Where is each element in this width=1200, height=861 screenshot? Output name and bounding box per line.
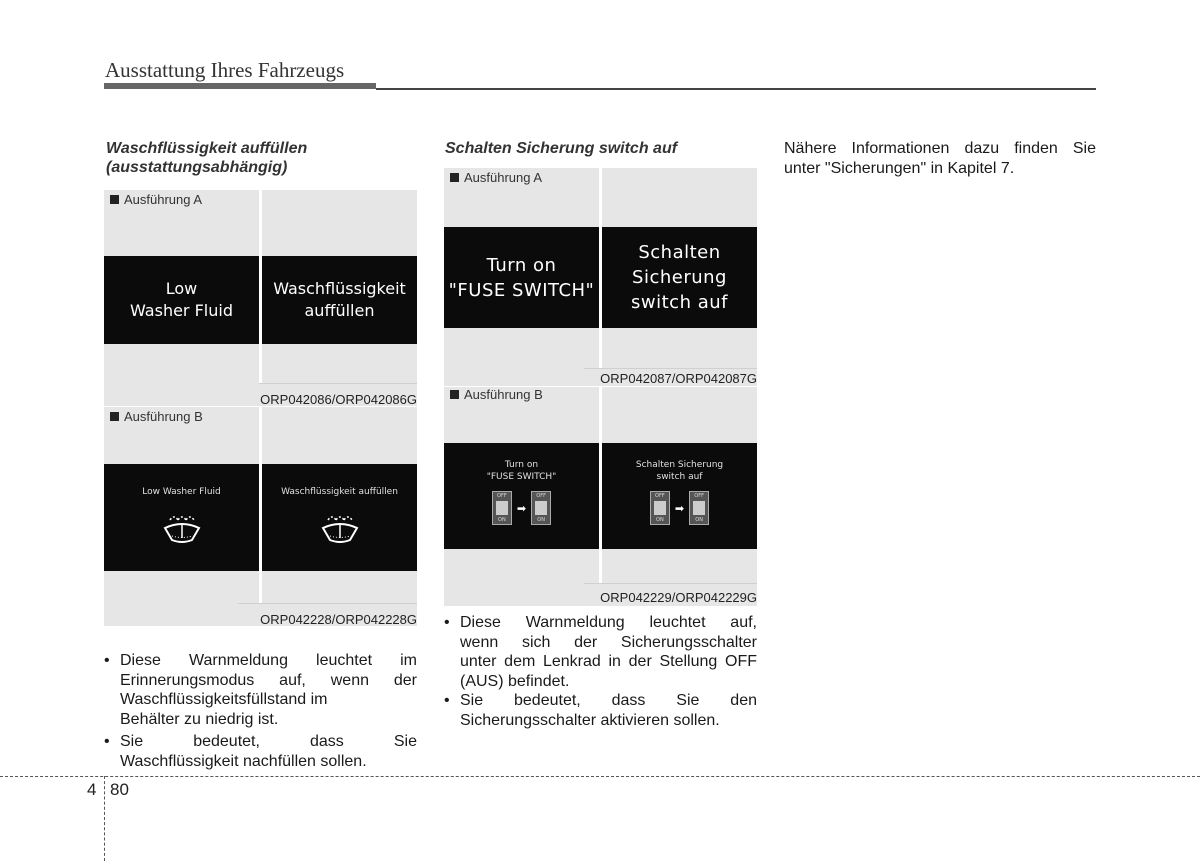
arrow-right-icon: ➡ — [674, 501, 685, 515]
figure-label: Ausführung A — [110, 192, 202, 207]
section-title-fuse-switch: Schalten Sicherung switch auf — [445, 140, 678, 157]
screen-low-washer-fluid-b: Low Washer Fluid — [104, 464, 259, 571]
fuse-switch-diagram — [650, 491, 709, 525]
figure-label: Ausführung B — [110, 409, 203, 424]
fuse-switch-off-icon: OFF ON — [650, 491, 670, 525]
square-bullet-icon — [450, 390, 459, 399]
screen-waschfluessigkeit-b: Waschflüssigkeit auffüllen — [262, 464, 417, 571]
figure-fuse-b — [444, 387, 757, 606]
header-rule-thick — [104, 83, 376, 89]
square-bullet-icon — [110, 412, 119, 421]
square-bullet-icon — [450, 173, 459, 182]
chapter-number: 4 — [87, 780, 97, 799]
screen-turn-on-fuse-switch: Turn on "FUSE SWITCH" — [444, 227, 599, 328]
figure-reference: ORP042086/ORP042086G — [260, 392, 417, 407]
screen-waschfluessigkeit: Waschflüssigkeit auffüllen — [262, 256, 417, 344]
fuse-switch-off-icon: OFF ON — [492, 491, 512, 525]
washer-fluid-icon — [162, 512, 202, 544]
figure-washer-b — [104, 407, 417, 626]
figure-label: Ausführung B — [450, 387, 543, 402]
footer-rule — [0, 776, 1200, 777]
fuse-switch-on-icon: OFF ON — [689, 491, 709, 525]
bullet-item: • Sie bedeutet, dass Sie Waschflüssigkeit nachfüllen sollen. — [104, 733, 417, 770]
figure-reference: ORP042228/ORP042228G — [260, 612, 417, 627]
bullet-item: • Diese Warnmeldung leuchtet auf, wenn sich der Sicherungsschalter unter dem Lenkrad in der Stellung OFF (AUS) befindet. — [444, 614, 757, 690]
page-header-title: Ausstattung Ihres Fahrzeugs — [105, 58, 345, 82]
figure-washer-a — [104, 190, 417, 406]
header-rule-thin — [376, 88, 1096, 90]
screen-schalten-sicherung-b: Schalten Sicherung switch auf OFF ON ➡ OFF ON — [602, 443, 757, 549]
screen-turn-on-fuse-switch-b: Turn on "FUSE SWITCH" OFF ON ➡ OFF ON — [444, 443, 599, 549]
screen-schalten-sicherung: Schalten Sicherung switch auf — [602, 227, 757, 328]
figure-reference: ORP042087/ORP042087G — [600, 371, 757, 386]
washer-fluid-icon — [320, 512, 360, 544]
arrow-right-icon: ➡ — [516, 501, 527, 515]
figure-reference: ORP042229/ORP042229G — [600, 590, 757, 605]
figure-fuse-a — [444, 168, 757, 386]
info-paragraph: Nähere Informationen dazu finden Sie unter "Sicherungen" in Kapitel 7. — [784, 140, 1096, 177]
footer-divider — [104, 776, 105, 861]
bullet-item: • Diese Warnmeldung leuchtet im Erinnerungsmodus auf, wenn der Waschflüssigkeitsfüllstand im Behälter zu niedrig ist. — [104, 652, 417, 728]
fuse-switch-diagram — [492, 491, 551, 525]
square-bullet-icon — [110, 195, 119, 204]
bullet-item: • Sie bedeutet, dass Sie den Sicherungsschalter aktivieren sollen. — [444, 692, 757, 729]
screen-low-washer-fluid: Low Washer Fluid — [104, 256, 259, 344]
fuse-switch-on-icon: OFF ON — [531, 491, 551, 525]
figure-label: Ausführung A — [450, 170, 542, 185]
page-number: 80 — [110, 780, 129, 799]
section-title-washer-fluid: Waschflüssigkeit auffüllen (ausstattungsabhängig) — [106, 140, 308, 176]
